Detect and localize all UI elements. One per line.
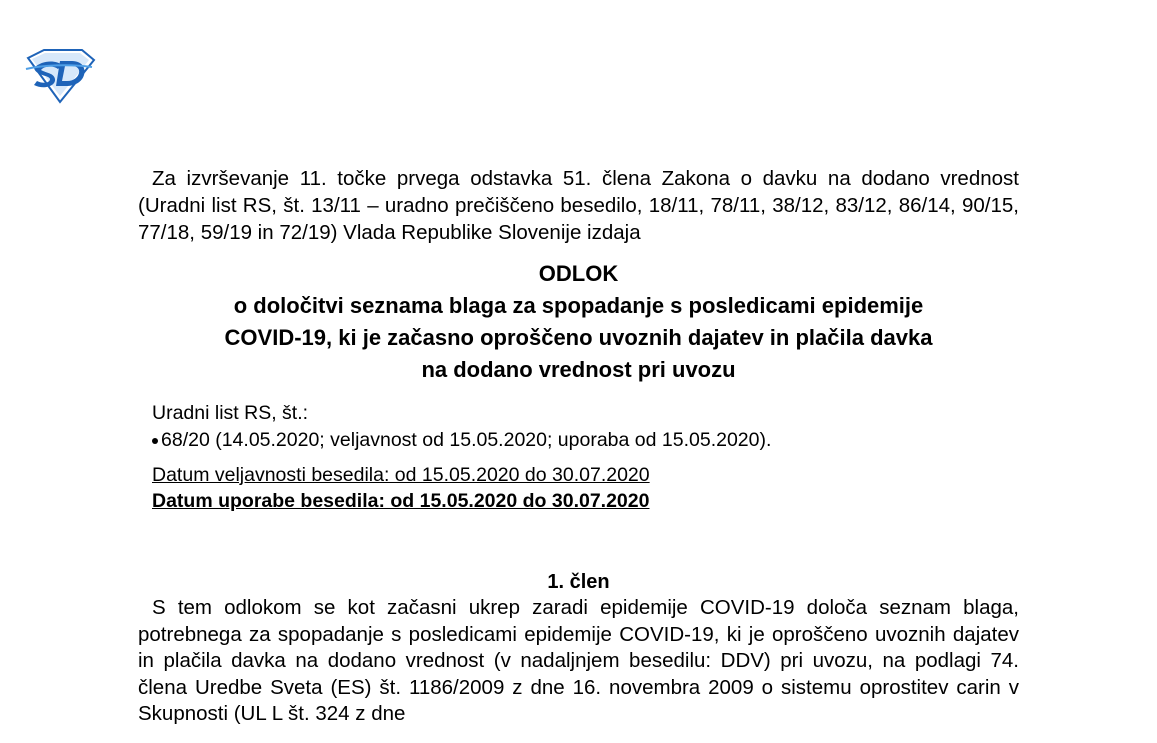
document-title: [138, 258, 1019, 386]
validity-date: Datum veljavnosti besedila: od 15.05.2020 do 30.07.2020: [152, 464, 650, 486]
gazette-reference: [152, 400, 1019, 454]
sd-shield-logo-icon: [22, 48, 96, 104]
publisher-logo: [22, 48, 96, 104]
application-date: Datum uporabe besedila: od 15.05.2020 do 30.07.2020: [152, 490, 650, 512]
title-line-4: na dodano vrednost pri uvozu: [421, 357, 736, 382]
validity-dates: [152, 462, 1019, 514]
gazette-entry-text: 68/20 (14.05.2020; veljavnost od 15.05.2020; uporaba od 15.05.2020).: [161, 429, 772, 451]
intro-paragraph: Za izvrševanje 11. točke prvega odstavka 51. člena Zakona o davku na dodano vrednost (Uradni list RS, št. 13/11 – uradno prečiščeno besedilo, 18/11, 78/11, 38/12, 83/12, 86/14, 90/15, 77/18, 59/19 in 72/19) Vlada Republike Slovenije izdaja: [138, 167, 1019, 244]
title-line-2: o določitvi seznama blaga za spopadanje s posledicami epidemije: [233, 293, 924, 318]
bullet-icon: [152, 438, 158, 444]
gazette-label: Uradni list RS, št.:: [152, 402, 309, 424]
gazette-entry: [152, 427, 1019, 454]
article-heading: 1. člen: [547, 571, 610, 593]
title-line-1: ODLOK: [538, 261, 619, 286]
document-content: [138, 165, 1019, 728]
title-line-3: COVID-19, ki je začasno oproščeno uvoznih dajatev in plačila davka: [224, 325, 933, 350]
article-body: S tem odlokom se kot začasni ukrep zaradi epidemije COVID-19 določa seznam blaga, potrebnega za spopadanje s posledicami epidemije COVID-19, ki je oproščeno uvoznih dajatev in plačila davka na dodano vrednost (v nadaljnjem besedilu: DDV) pri uvozu, na podlagi 74. člena Uredbe Sveta (ES) št. 1186/2009 z dne 16. novembra 2009 o sistemu oprostitev carin v Skupnosti (UL L št. 324 z dne: [138, 596, 1019, 725]
